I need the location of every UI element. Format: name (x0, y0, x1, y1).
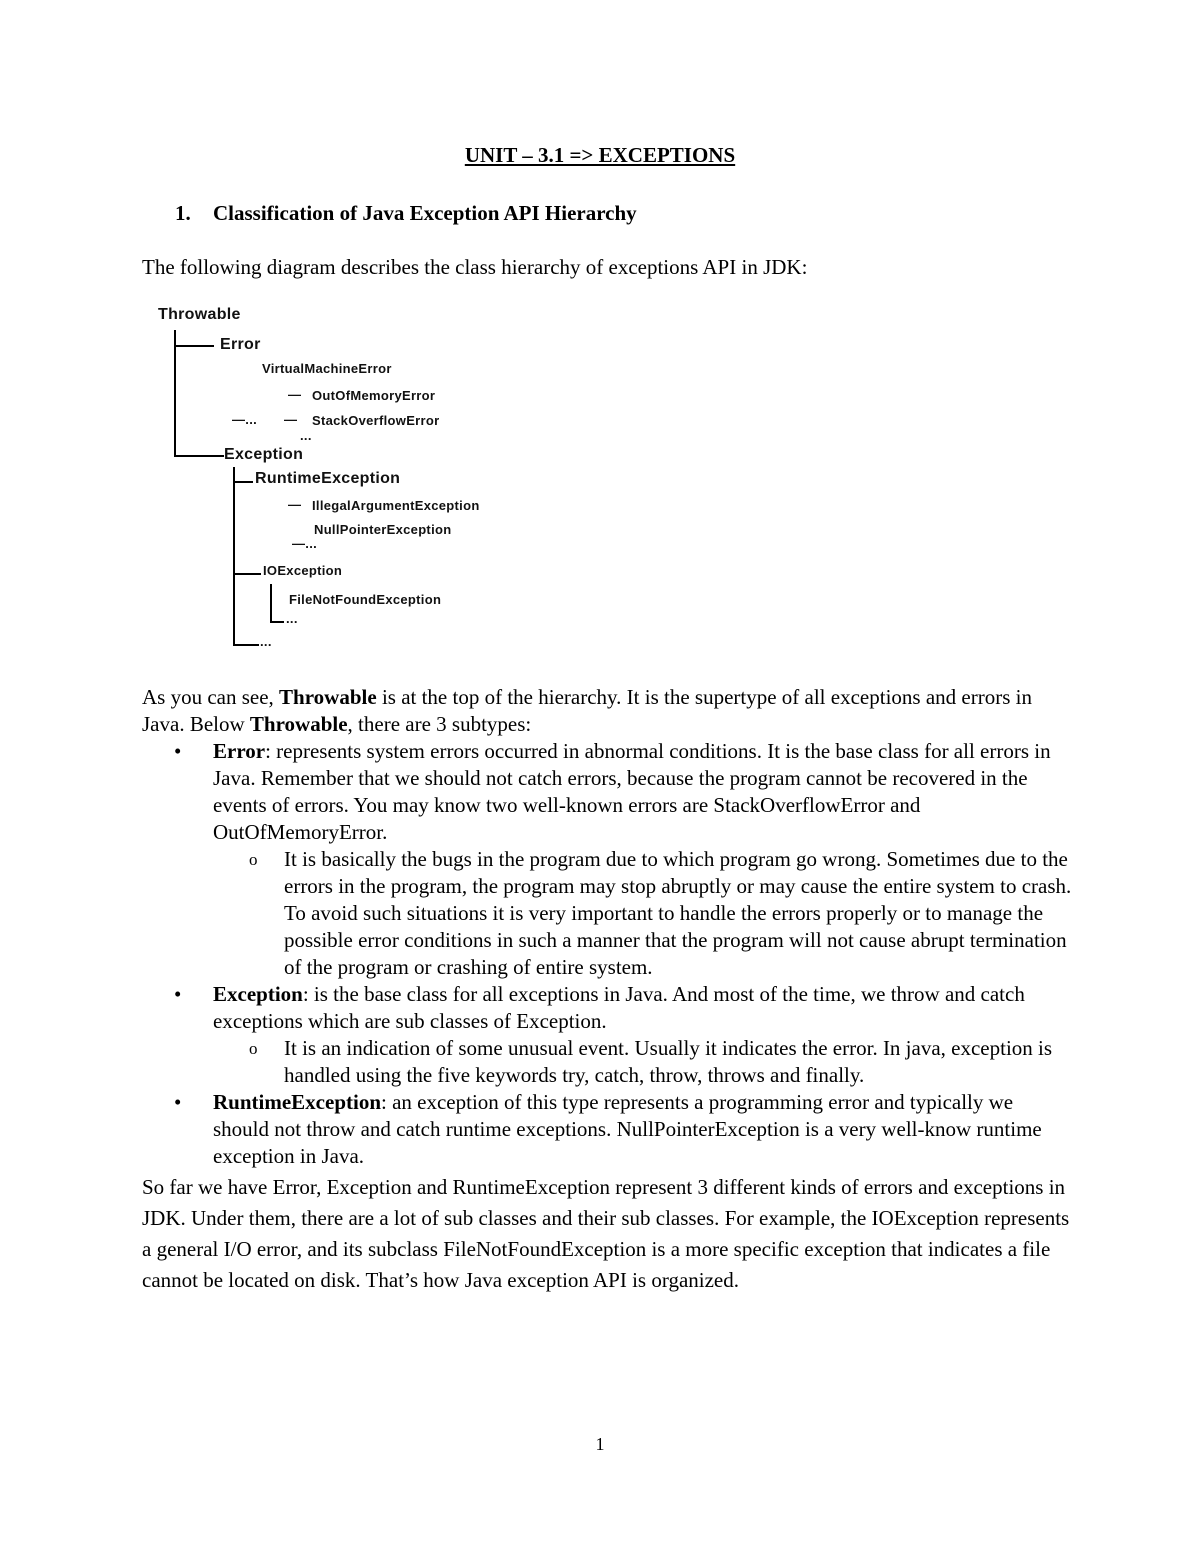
list-item-exception (142, 981, 1072, 1089)
tree-line-io-branch (233, 573, 261, 575)
intro-text: The following diagram describes the class hierarchy of exceptions API in JDK: (142, 255, 808, 279)
node-ellipsis-vm: ... (300, 428, 312, 443)
exception-sub-text: It is an indication of some unusual event. Usually it indicates the error. In java, exception is handled using the five keywords try, catch, throw, throws and finally. (284, 1036, 1053, 1087)
tree-line-exception-last (233, 644, 259, 646)
para-bold-throwable-2: Throwable (249, 712, 348, 736)
node-illegal-argument-exception: IllegalArgumentException (312, 498, 480, 513)
tree-line-exception-vertical (233, 467, 235, 645)
tree-line-error-branch (174, 345, 214, 347)
node-out-of-memory-error: OutOfMemoryError (312, 388, 436, 403)
node-ellipsis-exception: ... (260, 634, 272, 649)
node-exception: Exception (224, 446, 304, 463)
node-more-errors: —... (232, 412, 258, 427)
node-file-not-found-exception: FileNotFoundException (289, 592, 442, 607)
tree-line-io-vertical (270, 584, 272, 622)
tree-line-runtime-branch (233, 481, 253, 483)
exception-hierarchy-diagram (150, 300, 570, 660)
node-runtime-exception: RuntimeException (255, 470, 401, 487)
exception-sublist (213, 1035, 1072, 1089)
node-dash-3: — (288, 497, 302, 512)
para-text-3: , there are 3 subtypes: (347, 712, 532, 736)
exception-description: : is the base class for all exceptions in Java. And most of the time, we throw and catch exceptions which are sub classes of Exception. (213, 982, 1025, 1033)
sub-item-exception (213, 1035, 1072, 1089)
node-ellipsis-io: ... (286, 611, 298, 626)
error-sub-text: It is basically the bugs in the program due to which program go wrong. Sometimes due to the errors in the program, the program may stop abruptly or may cause the entire system to crash. To avoid such situations it is very important to handle the errors properly or to manage the possible error conditions in such a manner that the program will not cause abrupt termination of the program or crashing of entire system. (284, 847, 1072, 979)
sub-item-error (213, 846, 1072, 981)
tree-line-exception-branch (174, 455, 224, 457)
sub-bullet-marker: o (249, 850, 258, 869)
body-text (142, 684, 1072, 1296)
node-throwable: Throwable (158, 306, 241, 323)
para-text-1: As you can see, (142, 685, 280, 709)
node-dash-2: — (284, 412, 298, 427)
node-io-exception: IOException (263, 563, 343, 578)
page-number: 1 (595, 1434, 605, 1454)
node-null-pointer-exception: NullPointerException (314, 522, 452, 537)
runtime-description: : an exception of this type represents a programming error and typically we should not throw and catch runtime exceptions. NullPointerException is a very well-know runtime exception in Java. (213, 1090, 1042, 1168)
list-item-error (142, 738, 1072, 981)
term-runtime-exception: RuntimeException (213, 1090, 381, 1114)
section-number: 1. (175, 201, 191, 225)
tree-line-throwable-vertical (174, 330, 176, 456)
para-bold-throwable-1: Throwable (279, 685, 377, 709)
tree-line-io-last (270, 621, 284, 623)
page-title: UNIT – 3.1 => EXCEPTIONS (464, 143, 736, 167)
error-sublist (213, 846, 1072, 981)
throwable-paragraph (142, 684, 1072, 738)
node-virtual-machine-error: VirtualMachineError (262, 361, 392, 376)
term-error: Error (213, 739, 266, 763)
subtype-list (142, 738, 1072, 1170)
list-item-runtime-exception (142, 1089, 1072, 1170)
bullet-marker: • (174, 1090, 182, 1114)
node-more-runtime: —... (292, 536, 318, 551)
section-heading-text: Classification of Java Exception API Hierarchy (213, 201, 637, 225)
section-heading (175, 201, 637, 226)
node-stack-overflow-error: StackOverflowError (312, 413, 440, 428)
para-text-2: is at the top of the hierarchy. It is the supertype of all exceptions and errors in Java. Below (142, 685, 1032, 736)
node-error: Error (220, 336, 261, 353)
closing-paragraph: So far we have Error, Exception and RuntimeException represent 3 different kinds of errors and exceptions in JDK. Under them, there are a lot of sub classes and their sub classes. For example, the IOException represents a general I/O error, and its subclass FileNotFoundException is a more specific exception that indicates a file cannot be located on disk. That’s how Java exception API is organized. (142, 1175, 1070, 1292)
bullet-marker: • (174, 982, 182, 1006)
node-dash-1: — (288, 387, 302, 402)
term-exception: Exception (213, 982, 303, 1006)
bullet-marker: • (174, 739, 182, 763)
error-description: : represents system errors occurred in abnormal conditions. It is the base class for all errors in Java. Remember that we should not catch errors, because the program cannot be recovered in the events of errors. You may know two well-known errors are StackOverflowError and OutOfMemoryError. (213, 739, 1051, 844)
sub-bullet-marker: o (249, 1039, 258, 1058)
